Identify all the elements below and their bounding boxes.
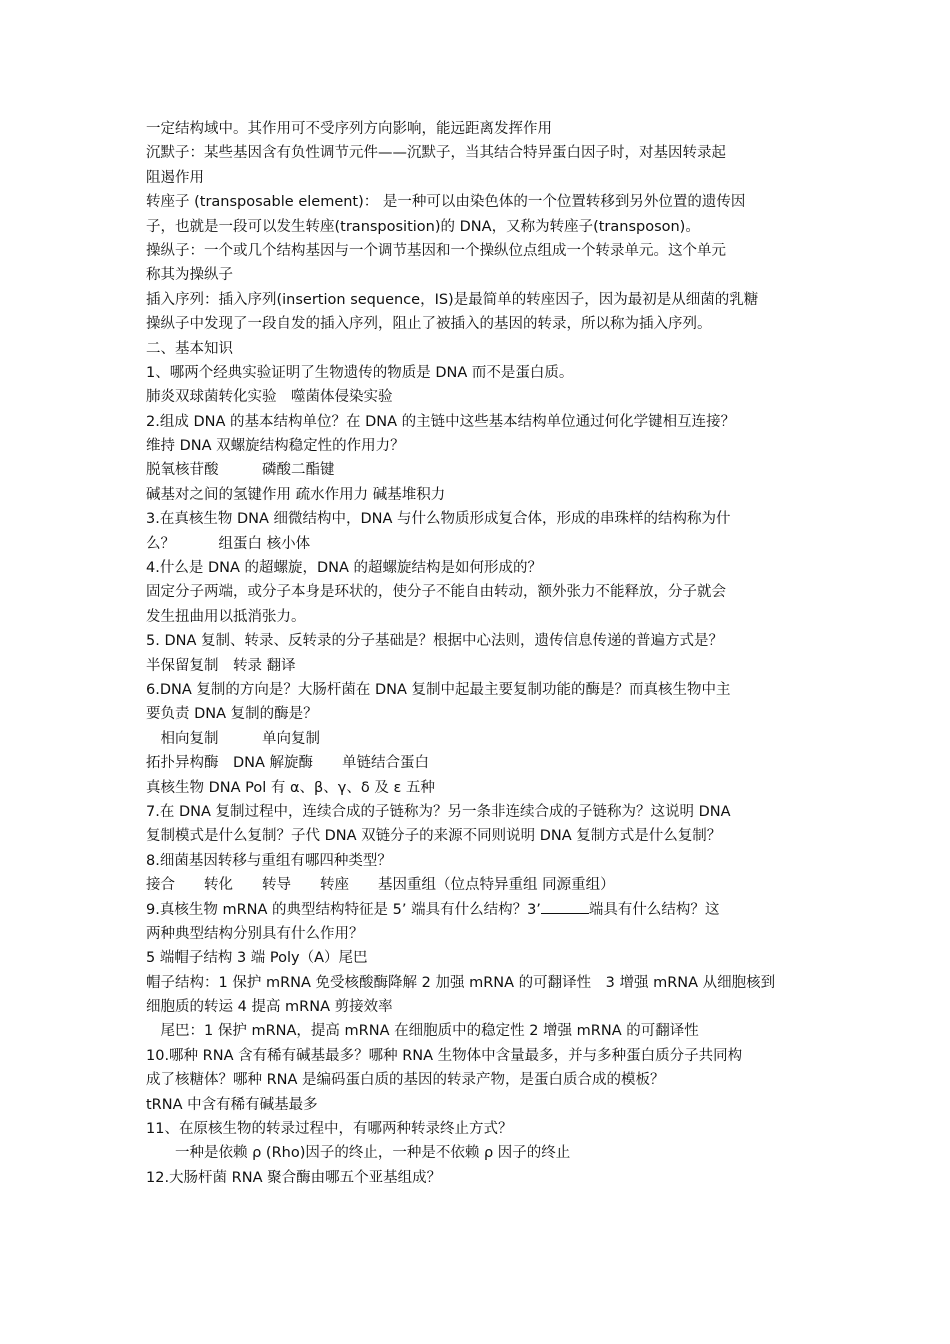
answer-line: 半保留复制 转录 翻译 [146,657,296,674]
answer-line: 尾巴：1 保护 mRNA，提高 mRNA 在细胞质中的稳定性 2 增强 mRNA 的可翻译性 [146,1023,699,1040]
question-line: 1、哪两个经典实验证明了生物遗传的物质是 DNA 而不是蛋白质。 [146,364,574,381]
answer-line: 碱基对之间的氢键作用 疏水作用力 碱基堆积力 [146,486,446,503]
question-part: 端具有什么结构？这 [588,901,720,918]
question-line: 11、在原核生物的转录过程中，有哪两种转录终止方式？ [146,1121,513,1138]
question-part: 9.真核生物 mRNA 的典型结构特征是 5’ 端具有什么结构？3’ [146,901,541,918]
question-line: 成了核糖体？哪种 RNA 是编码蛋白质的基因的转录产物，是蛋白质合成的模板？ [146,1072,665,1089]
question-line: 2.组成 DNA 的基本结构单位？在 DNA 的主链中这些基本结构单位通过何化学键相互连接？ [146,413,736,430]
question-line: 10.哪种 RNA 含有稀有碱基最多？哪种 RNA 生物体中含量最多，并与多种蛋白质分子共同构 [146,1047,743,1064]
text-line: 称其为操纵子 [146,267,233,284]
question-line: 3.在真核生物 DNA 细微结构中，DNA 与什么物质形成复合体，形成的串珠样的结构称为什 [146,511,731,528]
section-heading: 二、基本知识 [146,340,233,357]
text-line: 子，也就是一段可以发生转座(transposition)的 DNA，又称为转座子(transposon)。 [146,218,700,235]
answer-line: 真核生物 DNA Pol 有 α、β、γ、δ 及 ε 五种 [146,779,435,796]
answer-line: 接合 转化 转导 转座 基因重组（位点特异重组 同源重组） [146,877,615,894]
question-line: 两种典型结构分别具有什么作用？ [146,925,364,942]
text-line: 插入序列：插入序列(insertion sequence，IS)是最简单的转座因子，因为最初是从细菌的乳糖 [146,291,759,308]
answer-line: 一种是依赖 ρ (Rho)因子的终止，一种是不依赖 ρ 因子的终止 [146,1145,571,1162]
question-line: 维持 DNA 双螺旋结构稳定性的作用力？ [146,438,405,455]
answer-line: 拓扑异构酶 DNA 解旋酶 单链结合蛋白 [146,755,430,772]
text-line: 操纵子：一个或几个结构基因与一个调节基因和一个操纵位点组成一个转录单元。这个单元 [146,242,726,259]
question-line: 么？ 组蛋白 核小体 [146,535,311,552]
answer-line: tRNA 中含有稀有碱基最多 [146,1096,318,1113]
question-line: 8.细菌基因转移与重组有哪四种类型？ [146,852,392,869]
answer-line: 发生扭曲用以抵消张力。 [146,608,306,625]
text-line: 一定结构域中。其作用可不受序列方向影响，能远距离发挥作用 [146,121,552,137]
text-line: 阻遏作用 [146,169,204,186]
answer-line: 细胞质的转运 4 提高 mRNA 剪接效率 [146,999,393,1016]
answer-line: 5 端帽子结构 3 端 Poly（A）尾巴 [146,950,368,967]
question-line: 要负责 DNA 复制的酶是？ [146,706,318,723]
answer-line: 相向复制 单向复制 [146,730,320,747]
text-line: 转座子 (transposable element)： 是一种可以由染色体的一个位置转移到另外位置的遗传因 [146,194,746,211]
question-line: 7.在 DNA 复制过程中，连续合成的子链称为？另一条非连续合成的子链称为？这说明 DNA [146,803,731,820]
fill-in-blank [541,899,589,914]
text-line: 操纵子中发现了一段自发的插入序列，阻止了被插入的基因的转录，所以称为插入序列。 [146,316,712,333]
question-line: 复制模式是什么复制？子代 DNA 双链分子的来源不同则说明 DNA 复制方式是什么复制？ [146,828,722,845]
question-line [146,898,810,922]
question-line: 6.DNA 复制的方向是？大肠杆菌在 DNA 复制中起最主要复制功能的酶是？而真核生物中主 [146,681,731,698]
question-line: 12.大肠杆菌 RNA 聚合酶由哪五个亚基组成？ [146,1169,442,1186]
question-line: 4.什么是 DNA 的超螺旋，DNA 的超螺旋结构是如何形成的？ [146,560,543,577]
document-body [146,117,810,1190]
question-line: 5. DNA 复制、转录、反转录的分子基础是？根据中心法则，遗传信息传递的普遍方式是？ [146,633,723,650]
text-line: 沉默子：某些基因含有负性调节元件——沉默子，当其结合特异蛋白因子时，对基因转录起 [146,145,726,162]
answer-line: 固定分子两端，或分子本身是环状的，使分子不能自由转动，额外张力不能释放，分子就会 [146,584,726,601]
answer-line: 脱氧核苷酸 磷酸二酯键 [146,462,335,479]
answer-line: 帽子结构：1 保护 mRNA 免受核酸酶降解 2 加强 mRNA 的可翻译性 3 增强 mRNA 从细胞核到 [146,974,776,991]
answer-line: 肺炎双球菌转化实验 噬菌体侵染实验 [146,389,393,406]
